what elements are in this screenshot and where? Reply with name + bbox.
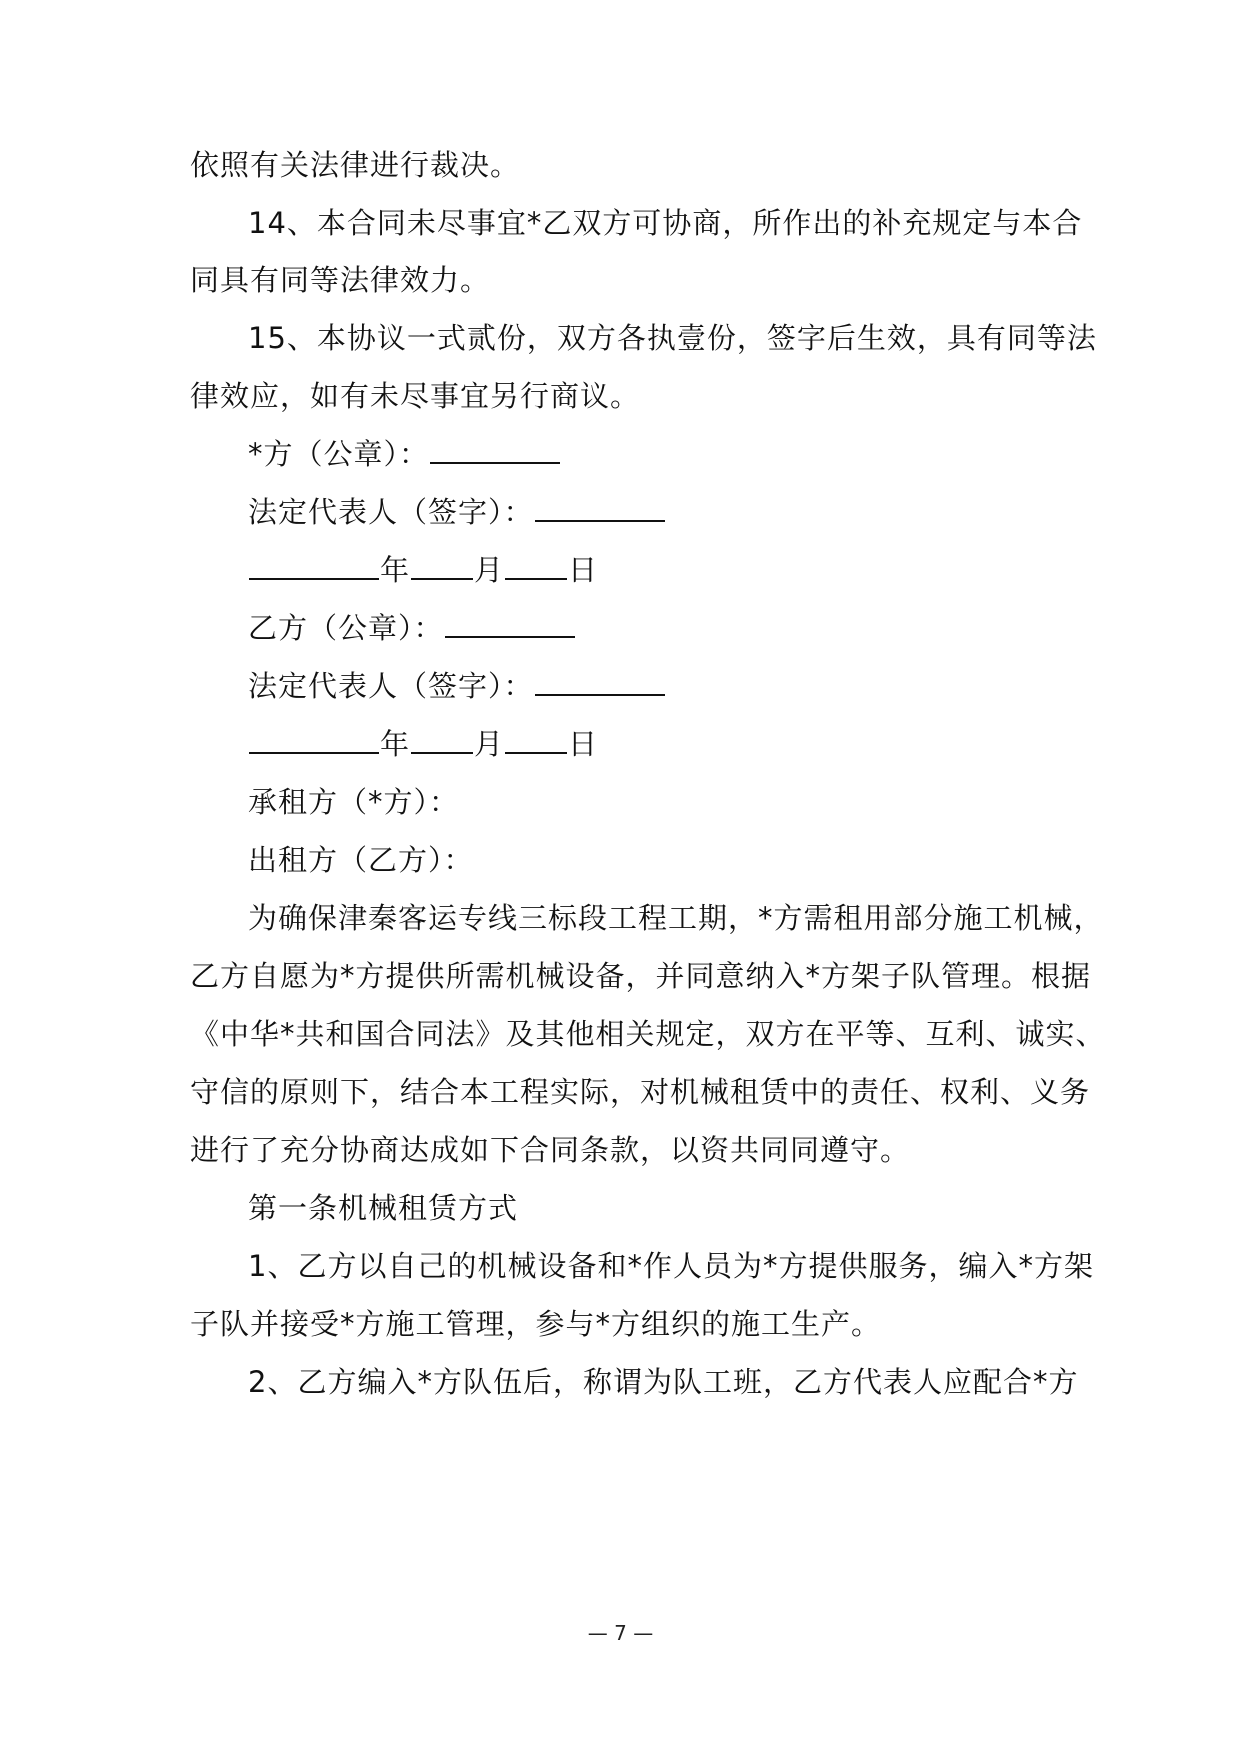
day-label: 日 <box>568 553 599 587</box>
party-b-seal-line <box>248 608 576 648</box>
lessor-label: 出租方（乙方）： <box>248 843 474 877</box>
day-label: 日 <box>568 727 599 761</box>
paragraph-line: 子队并接受*方施工管理，参与*方组织的施工生产。 <box>190 1307 882 1341</box>
paragraph-line: 14、本合同未尽事宜*乙双方可协商，所作出的补充规定与本合 <box>248 206 1083 240</box>
lessee-label: 承租方（*方）： <box>248 785 460 819</box>
year-blank <box>249 724 379 754</box>
day-blank <box>505 550 567 580</box>
page-number: — 7 — <box>587 1621 654 1645</box>
party-b-date-line <box>248 724 598 764</box>
party-a-date-line <box>248 550 598 590</box>
paragraph-line: 依照有关法律进行裁决。 <box>190 148 521 182</box>
paragraph-line: 15、本协议一式贰份，双方各执壹份，签字后生效，具有同等法 <box>248 321 1097 355</box>
article-title: 第一条机械租赁方式 <box>248 1191 519 1225</box>
month-blank <box>411 550 473 580</box>
signature-blank <box>430 434 560 464</box>
party-a-rep-label: 法定代表人（签字）： <box>248 495 534 529</box>
year-blank <box>249 550 379 580</box>
party-b-seal-label: 乙方（公章）： <box>248 611 444 645</box>
year-label: 年 <box>380 553 411 587</box>
month-blank <box>411 724 473 754</box>
party-a-seal-label: *方（公章）： <box>248 437 430 471</box>
party-b-rep-label: 法定代表人（签字）： <box>248 669 534 703</box>
paragraph-line: 2、乙方编入*方队伍后，称谓为队工班，乙方代表人应配合*方 <box>248 1365 1079 1399</box>
paragraph-line: 进行了充分协商达成如下合同条款，以资共同同遵守。 <box>190 1133 911 1167</box>
paragraph-line: 《中华*共和国合同法》及其他相关规定，双方在平等、互利、诚实、 <box>190 1017 1106 1051</box>
paragraph-line: 同具有同等法律效力。 <box>190 263 491 297</box>
signature-blank <box>535 492 665 522</box>
day-blank <box>505 724 567 754</box>
paragraph-line: 守信的原则下，结合本工程实际，对机械租赁中的责任、权利、义务 <box>190 1075 1091 1109</box>
paragraph-line: 为确保津秦客运专线三标段工程工期，*方需租用部分施工机械， <box>248 901 1104 935</box>
signature-blank <box>445 608 575 638</box>
paragraph-line: 乙方自愿为*方提供所需机械设备，并同意纳入*方架子队管理。根据 <box>190 959 1092 993</box>
party-b-rep-line <box>248 666 666 706</box>
party-a-rep-line <box>248 492 666 532</box>
party-a-seal-line <box>248 434 561 474</box>
month-label: 月 <box>474 727 505 761</box>
year-label: 年 <box>380 727 411 761</box>
signature-blank <box>535 666 665 696</box>
paragraph-line: 1、乙方以自己的机械设备和*作人员为*方提供服务，编入*方架 <box>248 1249 1094 1283</box>
paragraph-line: 律效应，如有未尽事宜另行商议。 <box>190 379 641 413</box>
month-label: 月 <box>474 553 505 587</box>
